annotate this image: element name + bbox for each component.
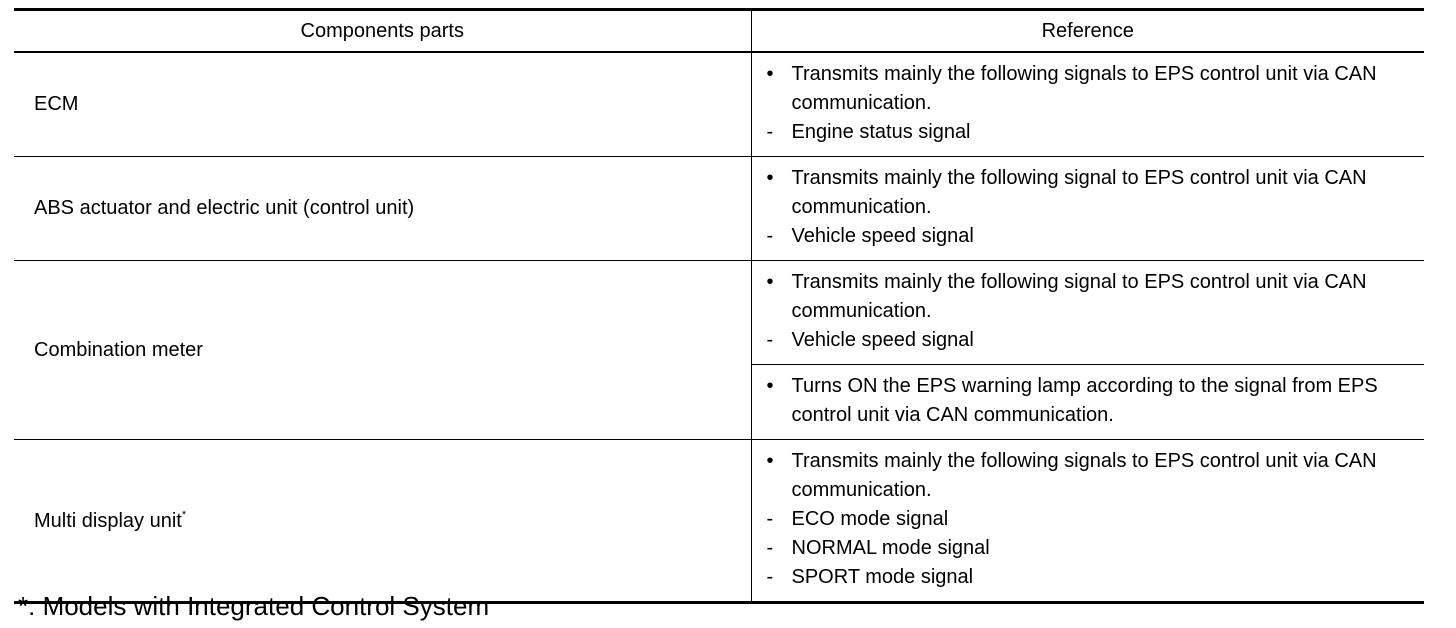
bullet-marker: • [766,450,774,472]
signal-text: SPORT mode signal [791,566,974,588]
signal-text: ECO mode signal [791,508,949,530]
dash-marker: - [766,566,774,588]
reference-text: Turns ON the EPS warning lamp according to the signal from EPS control unit via CAN communication. [791,375,1378,426]
table-row-multi-display-unit [14,440,1424,603]
signal-item [767,534,1415,563]
reference-cell [751,261,1424,365]
component-reference-table-container [14,8,1424,604]
reference-bullet [767,372,1415,430]
reference-bullet [767,447,1415,505]
signal-item [767,326,1415,355]
table-row-abs [14,157,1424,261]
dash-marker: - [766,121,774,143]
signal-item [767,505,1415,534]
dash-marker: - [766,225,774,247]
reference-bullet [767,60,1415,118]
signal-item [767,222,1415,251]
reference-cell [751,52,1424,157]
header-components-parts: Components parts [14,10,751,53]
signal-item [767,118,1415,147]
bullet-marker: • [766,167,774,189]
reference-text: Transmits mainly the following signals to EPS control unit via CAN communication. [791,63,1377,114]
reference-text: Transmits mainly the following signal to EPS control unit via CAN communication. [791,167,1367,218]
signal-text: NORMAL mode signal [791,537,990,559]
footnote-mark: * [181,508,187,521]
bullet-marker: • [766,375,774,397]
reference-bullet [767,164,1415,222]
dash-marker: - [766,508,774,530]
table-header-row [14,10,1424,53]
footnote: *: Models with Integrated Control System [18,591,490,621]
reference-cell [751,157,1424,261]
reference-cell [751,440,1424,603]
component-cell: ECM [14,52,751,157]
bullet-marker: • [766,63,774,85]
header-reference: Reference [751,10,1424,53]
reference-cell [751,365,1424,440]
signal-item [767,563,1415,592]
bullet-marker: • [766,271,774,293]
reference-bullet [767,268,1415,326]
reference-text: Transmits mainly the following signal to EPS control unit via CAN communication. [791,271,1367,322]
component-cell: Combination meter [14,261,751,440]
component-cell [14,440,751,603]
component-name: Multi display unit [34,509,182,532]
signal-text: Engine status signal [791,121,971,143]
signal-text: Vehicle speed signal [791,329,974,351]
table-row-ecm [14,52,1424,157]
component-reference-table [14,8,1424,604]
table-row-combination-meter [14,261,1424,365]
dash-marker: - [766,537,774,559]
signal-text: Vehicle speed signal [791,225,974,247]
reference-text: Transmits mainly the following signals to EPS control unit via CAN communication. [791,450,1377,501]
dash-marker: - [766,329,774,351]
component-cell: ABS actuator and electric unit (control unit) [14,157,751,261]
